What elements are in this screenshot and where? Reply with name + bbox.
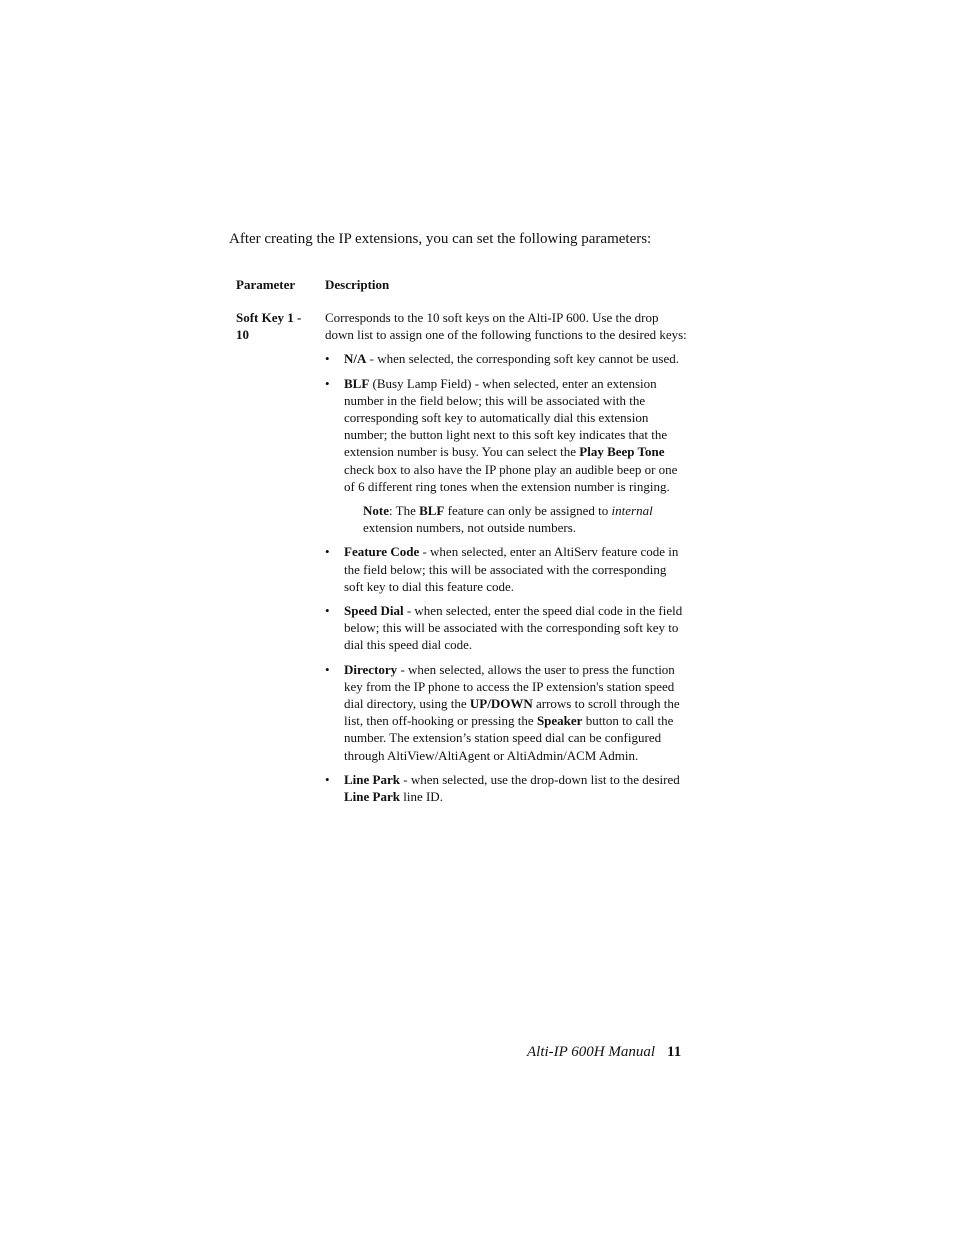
text-blf-2: check box to also have the IP phone play an audible beep or one of 6 different ring tones when the extension number is ringing. (344, 461, 678, 494)
text-directory-3: button to call the number. The extension’s station speed dial can be configured through AltiView/AltiAgent or AltiAdmin/ACM Admin. (344, 713, 674, 763)
intro-paragraph: After creating the IP extensions, you can set the following parameters: (229, 231, 652, 247)
manual-title: Alti-IP 600H Manual (527, 1044, 656, 1060)
note-text-2: feature can only be assigned to (444, 503, 612, 519)
bullet-glyph: • (325, 351, 330, 367)
text-feature-code: - when selected, enter an AltiServ feature code in the field below; this will be associated with the corresponding soft key to dial this feature code. (344, 544, 679, 594)
text-speed-dial: - when selected, enter the speed dial code in the field below; this will be associated with the corresponding soft key to dial this speed dial code. (344, 603, 683, 653)
term-feature-code: Feature Code (344, 544, 420, 560)
note-text-1: : The (389, 503, 420, 519)
term-blf: BLF (344, 375, 370, 391)
list-item-line-park (325, 771, 687, 805)
bullet-glyph: • (325, 661, 330, 677)
note-italic-internal: internal (611, 503, 653, 519)
blf-note (363, 502, 687, 536)
list-item-blf (325, 375, 687, 537)
term-directory: Directory (344, 661, 398, 677)
bold-speaker: Speaker (536, 713, 583, 729)
function-list (325, 350, 687, 805)
term-speed-dial: Speed Dial (344, 603, 404, 619)
note-text-3: extension numbers, not outside numbers. (363, 520, 577, 536)
description-lead: Corresponds to the 10 soft keys on the Alti-IP 600. Use the drop down list to assign one of the following functions to the desired keys: (325, 310, 687, 343)
text-blf-1: (Busy Lamp Field) - when selected, enter an extension number in the field below; this will be associated with the corresponding soft key to automatically dial this extension number; the button light next to this soft key indicates that the extension number is busy. You can select the (344, 375, 668, 460)
text-line-park-2: line ID. (399, 789, 443, 805)
page-footer (527, 1042, 681, 1062)
bullet-glyph: • (325, 375, 330, 391)
bold-play-beep-tone: Play Beep Tone (579, 444, 665, 460)
text-directory-2: arrows to scroll through the list, then off-hooking or pressing the (344, 696, 680, 729)
term-na: N/A (344, 351, 367, 367)
term-line-park: Line Park (344, 771, 400, 787)
description-cell (325, 309, 687, 812)
bold-up-down: UP/DOWN (469, 696, 533, 712)
bold-line-park: Line Park (344, 789, 400, 805)
note-bold-blf: BLF (419, 503, 445, 519)
page-number: 11 (667, 1044, 682, 1060)
text-directory-1: - when selected, allows the user to press the function key from the IP phone to access the IP extension's station speed dial directory, using the (344, 661, 675, 712)
list-item-speed-dial (325, 602, 687, 654)
list-item-na (325, 350, 687, 367)
text-na: - when selected, the corresponding soft key cannot be used. (366, 351, 680, 367)
column-header-description: Description (325, 277, 390, 292)
parameter-name (236, 309, 318, 343)
parameter-name-line1: Soft Key 1 - (236, 310, 302, 325)
column-header-parameter: Parameter (236, 277, 296, 292)
text-line-park-1: - when selected, use the drop-down list to the desired (399, 771, 680, 787)
list-item-feature-code (325, 543, 687, 595)
bullet-glyph: • (325, 771, 330, 787)
bullet-glyph: • (325, 544, 330, 560)
parameter-name-line2: 10 (236, 327, 249, 342)
list-item-directory (325, 661, 687, 764)
bullet-glyph: • (325, 603, 330, 619)
note-label: Note (363, 503, 389, 519)
